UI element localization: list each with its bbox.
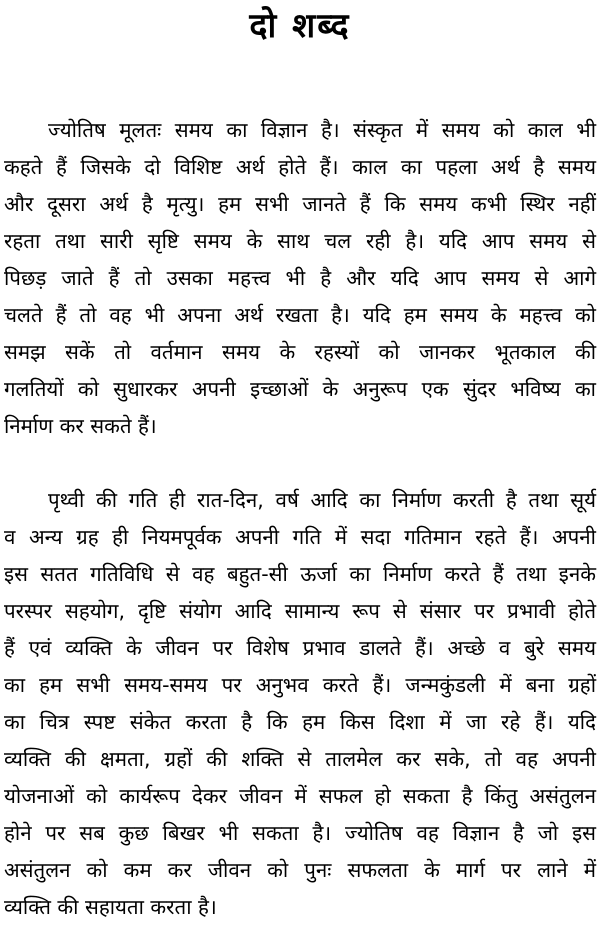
paragraph-line: गलतियों को सुधारकर अपनी इच्छाओं के अनुरूप एक सुंदर भविष्य का (4, 377, 596, 401)
paragraph-line: हैं एवं व्यक्ति के जीवन पर विशेष प्रभाव डालते हैं। अच्छे व बुरे समय (4, 636, 596, 660)
paragraph-line: व अन्य ग्रह ही नियमपूर्वक अपनी गति में सदा गतिमान रहते हैं। अपनी (4, 525, 596, 549)
paragraph-line: का चित्र स्पष्ट संकेत करता है कि हम किस दिशा में जा रहे हैं। यदि (4, 710, 596, 734)
paragraph-line: और दूसरा अर्थ है मृत्यु। हम सभी जानते हैं कि समय कभी स्थिर नहीं (4, 192, 596, 216)
paragraph-line: योजनाओं को कार्यरूप देकर जीवन में सफल हो सकता है किंतु असंतुलन (4, 784, 596, 808)
paragraph-line: इस सतत गतिविधि से वह बहुत-सी ऊर्जा का निर्माण करते हैं तथा इनके (4, 562, 596, 586)
paragraph-line: व्यक्ति की सहायता करता है। (4, 895, 217, 919)
paragraph-line: व्यक्ति की क्षमता, ग्रहों की शक्ति से तालमेल कर सके, तो वह अपनी (4, 747, 596, 771)
paragraph-line: समझ सकें तो वर्तमान समय के रहस्यों को जानकर भूतकाल की (4, 340, 596, 364)
paragraph-line: असंतुलन को कम कर जीवन को पुनः सफलता के मार्ग पर लाने में (4, 858, 596, 882)
paragraph-line: होने पर सब कुछ बिखर भी सकता है। ज्योतिष वह विज्ञान है जो इस (4, 821, 596, 845)
paragraph-1 (4, 112, 596, 445)
paragraph-line: रहता तथा सारी सृष्टि समय के साथ चल रही है। यदि आप समय से (4, 229, 596, 253)
paragraph-line: पिछड़ जाते हैं तो उसका महत्त्व भी है और यदि आप समय से आगे (4, 266, 596, 290)
paragraph-line: का हम सभी समय-समय पर अनुभव करते हैं। जन्मकुंडली में बना ग्रहों (4, 673, 596, 697)
paragraph-line: कहते हैं जिसके दो विशिष्ट अर्थ होते हैं। काल का पहला अर्थ है समय (4, 155, 596, 179)
paragraph-line: पृथ्वी की गति ही रात-दिन, वर्ष आदि का निर्माण करती है तथा सूर्य (48, 488, 596, 512)
page-title: दो शब्द (249, 6, 351, 46)
paragraph-2 (4, 482, 596, 926)
paragraph-line: निर्माण कर सकते हैं। (4, 414, 157, 438)
paragraph-line: चलते हैं तो वह भी अपना अर्थ रखता है। यदि हम समय के महत्त्व को (4, 303, 596, 327)
paragraph-line: ज्योतिष मूलतः समय का विज्ञान है। संस्कृत में समय को काल भी (48, 118, 596, 142)
paragraph-line: परस्पर सहयोग, दृष्टि संयोग आदि सामान्य रूप से संसार पर प्रभावी होते (4, 599, 596, 623)
